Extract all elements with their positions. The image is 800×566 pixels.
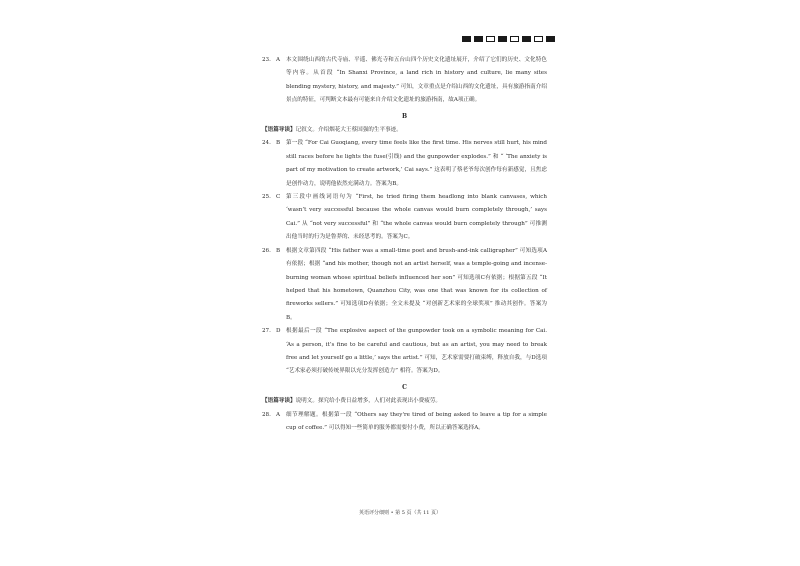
question-23 <box>262 54 547 108</box>
passage-guide-b <box>262 124 547 137</box>
question-answer: B <box>276 247 281 254</box>
question-number: 26. <box>262 247 271 254</box>
question-number: 25. <box>262 194 271 201</box>
guide-label: 【语篇导读】 <box>262 398 296 405</box>
question-28 <box>262 409 547 436</box>
question-explanation: 第三段中画线词语句为 “First, he tried firing them headlong into blank canvases, which ‘wasn’t very successful because the whole canvas would burn completely through,’ says Cai.” 从 “not very successful” 和 “the whole canvas would burn completely through” 可推测出他当时的行为是鲁莽的、未经思考的。答案为C。 <box>286 194 547 241</box>
question-number: 28. <box>262 411 271 418</box>
question-explanation: 本文围绕山西的古代寺庙、平遥、佛光寺和五台山四个历史文化遗址展开，介绍了它们的历史、文化特色等内容。从首段 “In Shanxi Province, a land rich in history and culture, lie many sites blending mystery, history, and majesty.” 可知，文章重点是介绍山西的文化遗址，具有旅游指南介绍景点的特征，可判断文本最有可能来自介绍文化遗址的旅游指南，故A项正确。 <box>286 57 547 104</box>
header-mark-filled <box>522 36 531 42</box>
question-24 <box>262 137 547 191</box>
question-answer: D <box>276 328 281 335</box>
header-mark-hollow <box>510 36 519 42</box>
question-explanation: 根据最后一段 “The explosive aspect of the gunpowder took on a symbolic meaning for Cai. ‘As a person, it’s fine to be careful and cautious, but as an artist, you may need to break free and let yourself go a little,’ says the artist.” 可知，艺术家需要打破束缚，释放自我，与D选项 “艺术家必须打破传统界限以充分发挥创造力” 相符。答案为D。 <box>286 328 547 375</box>
answer-content <box>262 54 547 435</box>
passage-guide-c <box>262 395 547 408</box>
page-footer: 英语评分细则 • 第 5 页（共 11 页） <box>358 510 442 516</box>
header-mark-filled <box>546 36 555 42</box>
question-25 <box>262 191 547 245</box>
header-mark-hollow <box>534 36 543 42</box>
guide-text: 记叙文。介绍烟花大王蔡国强的生平事迹。 <box>295 127 402 134</box>
question-answer: B <box>276 140 281 147</box>
question-explanation: 第一段 “For Cai Guoqiang, every time feels like the first time. His nerves still hurt, his mind still races before he lights the fuse(引线) and the gunpowder explodes.” 和 “ ‘The anxiety is part of my motivation to create artwork,’ Cai says.” 这表明了蔡老爷每次创作每有新感觉，且焦虑是创作动力，说明他依然充满动力。答案为B。 <box>286 140 547 187</box>
header-mark-filled <box>498 36 507 42</box>
guide-label: 【语篇导读】 <box>262 127 296 134</box>
question-explanation: 细节理解题。根据第一段 “Others say they're tired of being asked to leave a tip for a simple cup of coffee.” 可以得知一些简单的服务都需要付小费，所以正确答案选择A。 <box>286 411 547 431</box>
question-number: 24. <box>262 140 271 147</box>
question-explanation: 根据文章第四段 “His father was a small-time poet and brush-and-ink calligrapher” 可知选项A有依据；根据 “and his mother, though not an artist herself, was a temple-going and incense-burning woman whose spiritual beliefs influenced her son” 可知选项C有依据；根据第五段 “It helped that his hometown, Quanzhou City, was one that was known for its collection of fireworks sellers.” 可知选项D有依据；全文未提及 “对创新艺术家的全球奖项” 推动其创作。答案为B。 <box>286 247 547 321</box>
question-number: 27. <box>262 328 271 335</box>
question-answer: A <box>276 411 281 418</box>
question-number: 23. <box>262 57 271 63</box>
section-heading-b: B <box>401 112 408 120</box>
question-26 <box>262 245 547 325</box>
header-mark-filled <box>462 36 471 42</box>
header-mark-hollow <box>486 36 495 42</box>
question-answer: C <box>276 194 281 201</box>
question-27 <box>262 325 547 379</box>
question-answer: A <box>276 57 281 63</box>
section-heading-c: C <box>402 383 407 391</box>
guide-text: 说明文。探究给小费日益增多，人们对此表现出小费疲劳。 <box>295 398 442 405</box>
header-mark-filled <box>474 36 483 42</box>
header-marks <box>462 36 555 42</box>
